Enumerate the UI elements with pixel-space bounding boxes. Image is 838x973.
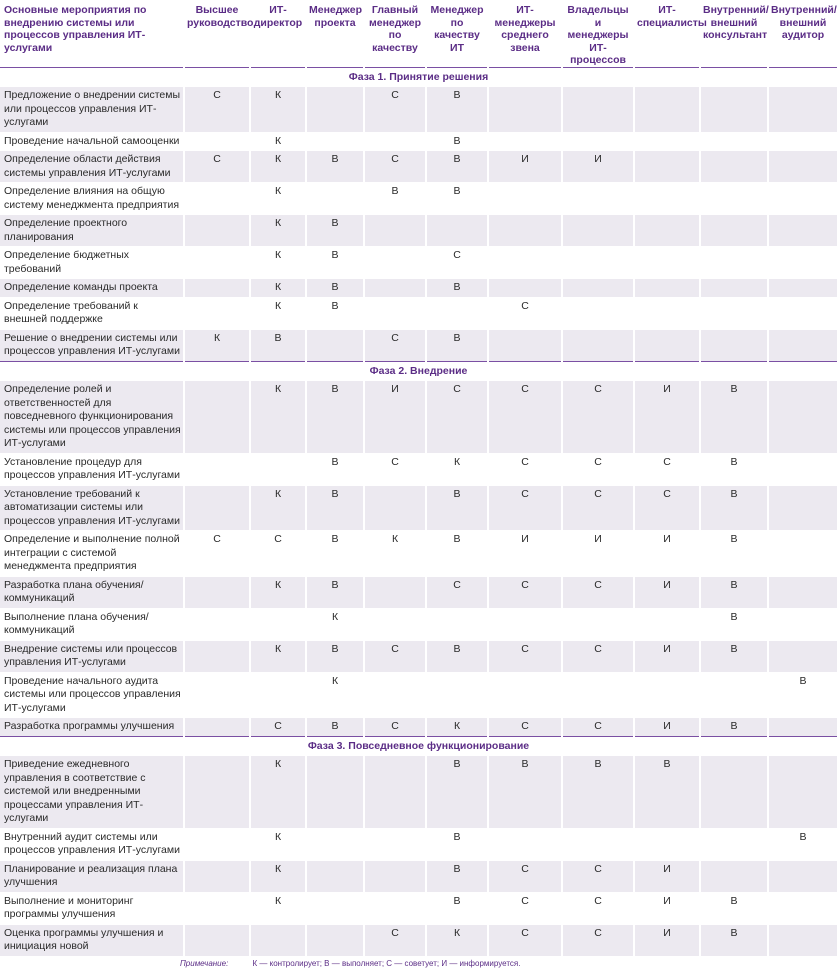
role-cell: В bbox=[700, 576, 768, 608]
table-note bbox=[0, 956, 838, 973]
role-cell: С bbox=[488, 718, 562, 737]
role-cell: В bbox=[426, 892, 488, 924]
role-cell bbox=[426, 608, 488, 640]
role-cell: В bbox=[700, 892, 768, 924]
role-cell: С bbox=[562, 892, 634, 924]
activity-cell: Выполнение плана обучения/ коммуникаций bbox=[0, 608, 184, 640]
activity-cell: Предложение о внедрении системы или процессов управления ИТ-услугами bbox=[0, 87, 184, 133]
role-cell bbox=[426, 215, 488, 247]
role-cell: В bbox=[700, 640, 768, 672]
table-row bbox=[0, 297, 838, 329]
role-cell: С bbox=[488, 640, 562, 672]
role-cell: И bbox=[634, 718, 700, 737]
table-row bbox=[0, 576, 838, 608]
role-cell bbox=[562, 329, 634, 361]
role-cell bbox=[700, 215, 768, 247]
role-cell: К bbox=[250, 381, 306, 454]
table-row bbox=[0, 860, 838, 892]
role-cell: С bbox=[562, 381, 634, 454]
role-cell: К bbox=[426, 718, 488, 737]
column-header-it-specialists: ИТ-специалисты bbox=[634, 0, 700, 67]
role-cell bbox=[306, 924, 364, 956]
role-cell bbox=[306, 828, 364, 860]
role-cell: К bbox=[250, 279, 306, 298]
role-cell bbox=[700, 297, 768, 329]
role-cell bbox=[700, 183, 768, 215]
role-cell: К bbox=[364, 531, 426, 577]
role-cell: К bbox=[250, 87, 306, 133]
role-cell: В bbox=[306, 297, 364, 329]
activity-cell: Установление требований к автоматизации системы или процессов управления ИТ-услугами bbox=[0, 485, 184, 531]
role-cell bbox=[364, 860, 426, 892]
role-cell: С bbox=[426, 576, 488, 608]
role-cell: К bbox=[306, 672, 364, 718]
role-cell bbox=[426, 297, 488, 329]
role-cell: С bbox=[184, 151, 250, 183]
table-row bbox=[0, 672, 838, 718]
role-cell: В bbox=[700, 531, 768, 577]
role-cell: С bbox=[634, 485, 700, 531]
role-cell bbox=[700, 279, 768, 298]
role-cell bbox=[768, 132, 838, 151]
role-cell: К bbox=[250, 183, 306, 215]
role-cell: В bbox=[562, 756, 634, 829]
role-cell bbox=[184, 279, 250, 298]
role-cell bbox=[768, 453, 838, 485]
role-cell bbox=[634, 329, 700, 361]
column-header-it-middle-managers: ИТ-менеджеры среднего звена bbox=[488, 0, 562, 67]
role-cell bbox=[768, 924, 838, 956]
role-cell bbox=[634, 608, 700, 640]
role-cell: В bbox=[306, 576, 364, 608]
role-cell bbox=[488, 183, 562, 215]
role-cell bbox=[364, 297, 426, 329]
role-cell: К bbox=[250, 132, 306, 151]
role-cell bbox=[700, 672, 768, 718]
table-body bbox=[0, 67, 838, 956]
role-cell bbox=[184, 718, 250, 737]
role-cell: В bbox=[426, 640, 488, 672]
role-cell bbox=[306, 329, 364, 361]
role-cell: В bbox=[700, 453, 768, 485]
role-cell: В bbox=[426, 329, 488, 361]
role-cell bbox=[306, 756, 364, 829]
role-cell bbox=[562, 183, 634, 215]
role-cell: В bbox=[700, 381, 768, 454]
role-cell: И bbox=[634, 531, 700, 577]
role-cell bbox=[184, 485, 250, 531]
role-cell bbox=[184, 608, 250, 640]
role-cell: В bbox=[700, 485, 768, 531]
role-cell: К bbox=[250, 892, 306, 924]
role-cell: В bbox=[426, 860, 488, 892]
column-header-chief-quality-manager: Главный менеджер по качеству bbox=[364, 0, 426, 67]
activity-cell: Проведение начальной самооценки bbox=[0, 132, 184, 151]
column-header-it-director: ИТ-директор bbox=[250, 0, 306, 67]
role-cell: С bbox=[488, 381, 562, 454]
role-cell: В bbox=[306, 381, 364, 454]
role-cell: С bbox=[364, 329, 426, 361]
column-header-project-manager: Менеджер проекта bbox=[306, 0, 364, 67]
role-cell bbox=[184, 247, 250, 279]
role-cell: И bbox=[488, 151, 562, 183]
role-cell: И bbox=[634, 892, 700, 924]
role-cell bbox=[184, 860, 250, 892]
activity-cell: Определение бюджетных требований bbox=[0, 247, 184, 279]
role-cell: В bbox=[426, 183, 488, 215]
role-cell: В bbox=[700, 924, 768, 956]
role-cell bbox=[364, 576, 426, 608]
role-cell bbox=[488, 828, 562, 860]
table-row bbox=[0, 381, 838, 454]
activity-cell: Разработка плана обучения/ коммуникаций bbox=[0, 576, 184, 608]
role-cell: И bbox=[634, 640, 700, 672]
table-row bbox=[0, 485, 838, 531]
role-cell: С bbox=[562, 576, 634, 608]
role-cell bbox=[768, 297, 838, 329]
column-header-top-management: Высшее руководство bbox=[184, 0, 250, 67]
role-cell: С bbox=[426, 381, 488, 454]
role-cell: К bbox=[426, 924, 488, 956]
role-cell bbox=[364, 247, 426, 279]
role-cell: В bbox=[426, 828, 488, 860]
column-header-auditor: Внутренний/ внешний аудитор bbox=[768, 0, 838, 67]
role-cell bbox=[184, 828, 250, 860]
role-cell: И bbox=[634, 924, 700, 956]
role-cell: В bbox=[306, 279, 364, 298]
role-cell: С bbox=[488, 892, 562, 924]
table-row bbox=[0, 87, 838, 133]
role-cell: В bbox=[426, 132, 488, 151]
role-cell bbox=[562, 608, 634, 640]
role-cell bbox=[634, 132, 700, 151]
role-cell bbox=[488, 672, 562, 718]
role-cell: С bbox=[562, 640, 634, 672]
role-cell: В bbox=[488, 756, 562, 829]
role-cell bbox=[634, 183, 700, 215]
role-cell: В bbox=[250, 329, 306, 361]
role-cell: С bbox=[562, 924, 634, 956]
table-row bbox=[0, 132, 838, 151]
role-cell bbox=[768, 576, 838, 608]
role-cell: К bbox=[184, 329, 250, 361]
role-cell bbox=[184, 576, 250, 608]
role-cell: С bbox=[364, 87, 426, 133]
role-cell bbox=[768, 860, 838, 892]
role-cell bbox=[700, 87, 768, 133]
activity-cell: Внедрение системы или процессов управления ИТ-услугами bbox=[0, 640, 184, 672]
table-row bbox=[0, 608, 838, 640]
table-row bbox=[0, 215, 838, 247]
phase-title: Фаза 3. Повседневное функционирование bbox=[0, 736, 838, 756]
phase-title: Фаза 1. Принятие решения bbox=[0, 67, 838, 87]
role-cell bbox=[488, 87, 562, 133]
role-cell bbox=[634, 151, 700, 183]
role-cell bbox=[768, 183, 838, 215]
role-cell bbox=[634, 279, 700, 298]
role-cell bbox=[768, 329, 838, 361]
role-cell: И bbox=[562, 151, 634, 183]
role-cell bbox=[562, 247, 634, 279]
table-row bbox=[0, 453, 838, 485]
activity-cell: Определение команды проекта bbox=[0, 279, 184, 298]
table-row bbox=[0, 279, 838, 298]
role-cell bbox=[364, 672, 426, 718]
role-cell: С bbox=[184, 531, 250, 577]
role-cell bbox=[700, 828, 768, 860]
phase-title: Фаза 2. Внедрение bbox=[0, 361, 838, 381]
role-cell: К bbox=[250, 756, 306, 829]
role-cell bbox=[562, 828, 634, 860]
table-row bbox=[0, 718, 838, 737]
role-cell bbox=[184, 640, 250, 672]
role-cell: В bbox=[700, 608, 768, 640]
table-row bbox=[0, 247, 838, 279]
role-cell: С bbox=[488, 485, 562, 531]
role-cell bbox=[768, 279, 838, 298]
role-cell bbox=[634, 87, 700, 133]
activity-cell: Определение области действия системы управления ИТ-услугами bbox=[0, 151, 184, 183]
role-cell: К bbox=[250, 485, 306, 531]
role-cell bbox=[184, 381, 250, 454]
role-cell: С bbox=[488, 297, 562, 329]
role-cell bbox=[250, 672, 306, 718]
role-cell bbox=[562, 132, 634, 151]
role-cell bbox=[364, 756, 426, 829]
role-cell: В bbox=[364, 183, 426, 215]
role-cell bbox=[488, 608, 562, 640]
role-cell bbox=[768, 485, 838, 531]
role-cell bbox=[700, 132, 768, 151]
activity-cell: Установление процедур для процессов управления ИТ-услугами bbox=[0, 453, 184, 485]
role-cell bbox=[184, 924, 250, 956]
role-cell: В bbox=[426, 485, 488, 531]
table-row bbox=[0, 892, 838, 924]
role-cell: В bbox=[768, 828, 838, 860]
role-cell: К bbox=[250, 151, 306, 183]
role-cell bbox=[634, 215, 700, 247]
table-row bbox=[0, 329, 838, 361]
role-cell: С bbox=[562, 718, 634, 737]
role-cell: С bbox=[562, 485, 634, 531]
role-cell: В bbox=[306, 718, 364, 737]
role-cell: В bbox=[634, 756, 700, 829]
role-cell: К bbox=[250, 828, 306, 860]
role-cell bbox=[634, 297, 700, 329]
role-cell bbox=[184, 183, 250, 215]
role-cell: В bbox=[306, 215, 364, 247]
activity-cell: Выполнение и мониторинг программы улучшения bbox=[0, 892, 184, 924]
role-cell: С bbox=[250, 531, 306, 577]
role-cell bbox=[184, 132, 250, 151]
activity-cell: Оценка программы улучшения и инициация новой bbox=[0, 924, 184, 956]
role-cell: В bbox=[426, 531, 488, 577]
role-cell: К bbox=[250, 215, 306, 247]
role-cell: К bbox=[250, 640, 306, 672]
role-cell: В bbox=[426, 756, 488, 829]
role-cell: С bbox=[488, 453, 562, 485]
role-cell bbox=[562, 297, 634, 329]
role-cell: К bbox=[426, 453, 488, 485]
table-row bbox=[0, 924, 838, 956]
role-cell bbox=[184, 215, 250, 247]
role-cell: В bbox=[426, 279, 488, 298]
note-label: Примечание: bbox=[180, 958, 229, 968]
role-cell bbox=[768, 247, 838, 279]
role-cell bbox=[700, 756, 768, 829]
role-cell bbox=[768, 381, 838, 454]
activity-cell: Определение проектного планирования bbox=[0, 215, 184, 247]
role-cell: В bbox=[306, 247, 364, 279]
role-cell bbox=[306, 87, 364, 133]
table-row bbox=[0, 640, 838, 672]
role-cell bbox=[306, 183, 364, 215]
activity-cell: Разработка программы улучшения bbox=[0, 718, 184, 737]
role-cell: И bbox=[634, 576, 700, 608]
phase-header-row bbox=[0, 67, 838, 87]
phase-header-row bbox=[0, 361, 838, 381]
role-cell bbox=[634, 672, 700, 718]
activity-cell: Внутренний аудит системы или процессов управления ИТ-услугами bbox=[0, 828, 184, 860]
activity-cell: Определение влияния на общую систему менеджмента предприятия bbox=[0, 183, 184, 215]
role-cell bbox=[768, 718, 838, 737]
role-cell: С bbox=[364, 924, 426, 956]
column-header-process-owners: Владельцы и менеджеры ИТ-процессов bbox=[562, 0, 634, 67]
role-cell: В bbox=[306, 485, 364, 531]
role-cell bbox=[768, 756, 838, 829]
role-cell bbox=[562, 279, 634, 298]
role-cell bbox=[184, 672, 250, 718]
column-header-it-quality-manager: Менеджер по качеству ИТ bbox=[426, 0, 488, 67]
role-cell: С bbox=[364, 718, 426, 737]
role-cell bbox=[250, 924, 306, 956]
role-cell: И bbox=[634, 381, 700, 454]
table-row bbox=[0, 151, 838, 183]
role-cell bbox=[700, 151, 768, 183]
table-row bbox=[0, 183, 838, 215]
role-cell bbox=[250, 453, 306, 485]
role-cell: С bbox=[488, 924, 562, 956]
role-cell: В bbox=[306, 453, 364, 485]
role-cell bbox=[700, 860, 768, 892]
role-cell: И bbox=[634, 860, 700, 892]
role-cell bbox=[488, 329, 562, 361]
role-cell bbox=[488, 279, 562, 298]
role-cell: С bbox=[488, 860, 562, 892]
activity-cell: Определение требований к внешней поддержке bbox=[0, 297, 184, 329]
role-cell: И bbox=[562, 531, 634, 577]
header-row bbox=[0, 0, 838, 67]
role-cell bbox=[250, 608, 306, 640]
role-cell: К bbox=[250, 576, 306, 608]
role-cell bbox=[488, 247, 562, 279]
role-cell bbox=[364, 279, 426, 298]
role-cell: С bbox=[562, 860, 634, 892]
role-cell: С bbox=[364, 151, 426, 183]
role-cell bbox=[306, 860, 364, 892]
activity-cell: Определение и выполнение полной интеграции с системой менеджмента предприятия bbox=[0, 531, 184, 577]
role-cell bbox=[364, 215, 426, 247]
role-cell bbox=[562, 672, 634, 718]
phase-header-row bbox=[0, 736, 838, 756]
role-cell: С bbox=[364, 640, 426, 672]
role-cell: В bbox=[700, 718, 768, 737]
role-cell: В bbox=[306, 531, 364, 577]
role-cell: К bbox=[250, 297, 306, 329]
role-cell: С bbox=[562, 453, 634, 485]
role-cell bbox=[306, 132, 364, 151]
role-cell bbox=[768, 892, 838, 924]
role-cell: С bbox=[634, 453, 700, 485]
role-cell bbox=[306, 892, 364, 924]
role-cell bbox=[184, 297, 250, 329]
activity-cell: Определение ролей и ответственностей для повседневного функционирования системы или процессов управления ИТ-услугами bbox=[0, 381, 184, 454]
activity-cell: Проведение начального аудита системы или процессов управления ИТ-услугами bbox=[0, 672, 184, 718]
table-row bbox=[0, 828, 838, 860]
role-cell: В bbox=[306, 151, 364, 183]
role-cell bbox=[184, 453, 250, 485]
role-cell bbox=[364, 608, 426, 640]
role-cell: В bbox=[306, 640, 364, 672]
role-cell: В bbox=[426, 87, 488, 133]
role-cell bbox=[364, 892, 426, 924]
role-cell: В bbox=[426, 151, 488, 183]
role-cell: И bbox=[364, 381, 426, 454]
role-cell bbox=[488, 132, 562, 151]
activity-cell: Планирование и реализация плана улучшения bbox=[0, 860, 184, 892]
column-header-consultant: Внутренний/ внешний консультант bbox=[700, 0, 768, 67]
table-row bbox=[0, 756, 838, 829]
role-cell bbox=[364, 828, 426, 860]
role-cell bbox=[184, 756, 250, 829]
role-cell: С bbox=[364, 453, 426, 485]
role-cell bbox=[768, 640, 838, 672]
role-cell bbox=[700, 329, 768, 361]
role-cell bbox=[364, 132, 426, 151]
role-cell bbox=[634, 247, 700, 279]
role-cell bbox=[768, 215, 838, 247]
table-row bbox=[0, 531, 838, 577]
role-cell bbox=[488, 215, 562, 247]
role-cell bbox=[364, 485, 426, 531]
role-cell bbox=[634, 828, 700, 860]
note-text: К — контролирует; В — выполняет; С — советует; И — информируется. bbox=[252, 958, 521, 968]
role-cell bbox=[768, 608, 838, 640]
role-cell: К bbox=[306, 608, 364, 640]
role-cell bbox=[700, 247, 768, 279]
role-cell: С bbox=[426, 247, 488, 279]
activity-cell: Решение о внедрении системы или процессов управления ИТ-услугами bbox=[0, 329, 184, 361]
role-cell bbox=[768, 87, 838, 133]
role-cell: К bbox=[250, 860, 306, 892]
activity-cell: Приведение ежедневного управления в соответствие с системой или внедренными процессами управления ИТ-услугами bbox=[0, 756, 184, 829]
role-cell: С bbox=[184, 87, 250, 133]
role-cell: С bbox=[250, 718, 306, 737]
column-header-activity: Основные мероприятия по внедрению системы или процессов управления ИТ-услугами bbox=[0, 0, 184, 67]
role-cell bbox=[768, 531, 838, 577]
role-cell bbox=[426, 672, 488, 718]
role-cell bbox=[562, 87, 634, 133]
role-cell: В bbox=[768, 672, 838, 718]
role-cell: К bbox=[250, 247, 306, 279]
role-cell: И bbox=[488, 531, 562, 577]
role-cell bbox=[768, 151, 838, 183]
role-cell: С bbox=[488, 576, 562, 608]
role-cell bbox=[184, 892, 250, 924]
role-cell bbox=[562, 215, 634, 247]
